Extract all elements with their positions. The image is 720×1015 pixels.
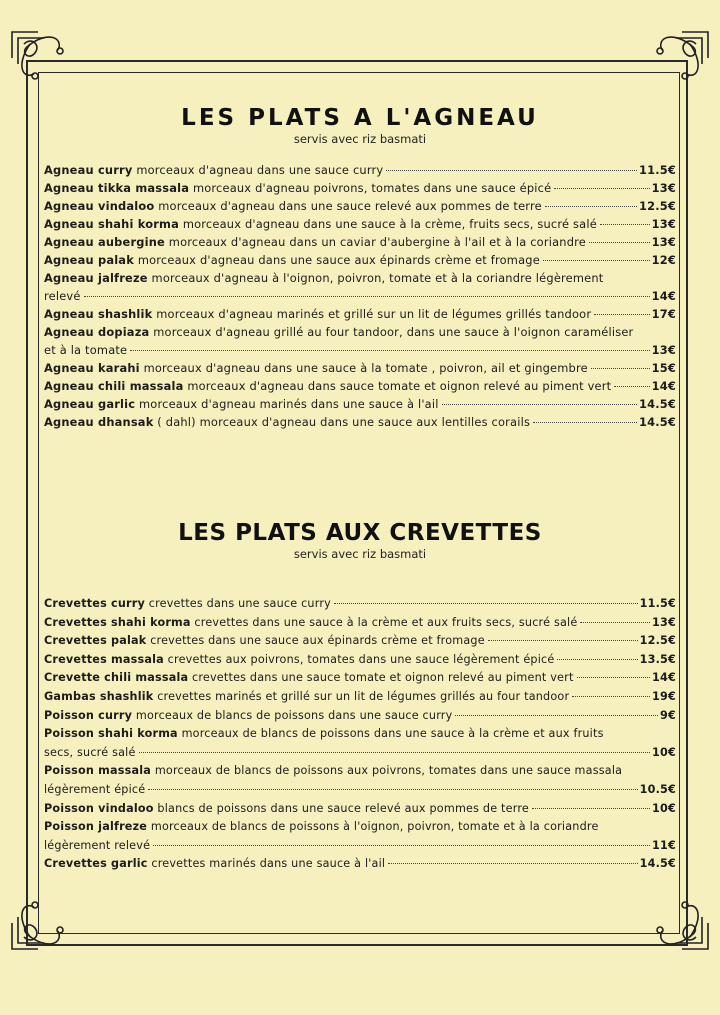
dish-name: Agneau palak xyxy=(44,253,134,267)
shrimp-section xyxy=(44,520,676,874)
dish-description: crevettes dans une sauce à la crème et aux fruits secs, sucré salé xyxy=(194,615,578,629)
dish-price: 14€ xyxy=(651,289,676,303)
corner-ornament-icon xyxy=(8,24,72,88)
dish-name: Agneau vindaloo xyxy=(44,199,155,213)
dot-leader xyxy=(84,296,650,297)
dot-leader xyxy=(386,170,637,171)
menu-item xyxy=(44,359,676,377)
dot-leader xyxy=(543,260,650,261)
dish-price: 11.5€ xyxy=(638,163,676,177)
dish-line xyxy=(44,305,676,323)
dot-leader xyxy=(594,314,649,315)
dot-leader xyxy=(488,640,638,641)
menu-item xyxy=(44,197,676,215)
dish-text xyxy=(44,197,542,215)
dish-text xyxy=(44,395,439,413)
dish-text xyxy=(44,614,577,633)
dish-line xyxy=(44,161,676,179)
dish-description: morceaux d'agneau dans une sauce relevé aux pommes de terre xyxy=(158,199,542,213)
menu-item xyxy=(44,818,676,855)
dish-text xyxy=(44,595,331,614)
dot-leader xyxy=(554,188,649,189)
menu-item xyxy=(44,413,676,431)
dish-text xyxy=(44,359,588,377)
dish-description: morceaux d'agneau dans une sauce à la crème, fruits secs, sucré salé xyxy=(182,217,597,231)
dish-line xyxy=(44,197,676,215)
dish-line xyxy=(44,377,676,395)
dish-price: 11.5€ xyxy=(639,597,676,610)
dot-leader xyxy=(455,715,658,716)
dish-text xyxy=(44,669,574,688)
menu-item xyxy=(44,688,676,707)
dish-price: 10.5€ xyxy=(639,782,676,796)
dish-description: crevettes dans une sauce curry xyxy=(148,597,331,610)
menu-item xyxy=(44,395,676,413)
dish-line xyxy=(44,359,676,377)
dish-name: Poisson jalfreze xyxy=(44,820,148,834)
dish-name: Crevettes palak xyxy=(44,634,147,648)
dish-name: Poisson massala xyxy=(44,764,152,778)
menu-item xyxy=(44,632,676,651)
dot-leader xyxy=(533,422,637,423)
dish-description-cont: légèrement relevé xyxy=(44,838,151,852)
dot-leader xyxy=(572,696,650,697)
dot-leader xyxy=(139,752,651,753)
dish-name: Agneau jalfreze xyxy=(44,271,148,285)
dish-line xyxy=(44,413,676,431)
dish-name: Poisson vindaloo xyxy=(44,801,154,815)
dish-line xyxy=(44,269,676,287)
dish-description: crevettes marinés dans une sauce à l'ail xyxy=(151,857,386,871)
menu-item xyxy=(44,233,676,251)
dish-description: morceaux d'agneau marinés et grillé sur un lit de légumes grillés tandoor xyxy=(156,307,592,321)
dish-price: 14€ xyxy=(651,379,676,393)
dish-name: Agneau aubergine xyxy=(44,235,165,249)
menu-item xyxy=(44,725,676,762)
dot-leader xyxy=(589,242,650,243)
lamb-section-title: LES PLATS A L'AGNEAU xyxy=(181,105,539,131)
dish-price: 13€ xyxy=(651,181,676,195)
dish-line xyxy=(44,688,676,707)
dish-description: morceaux d'agneau à l'oignon, poivron, tomate et à la coriandre légèrement xyxy=(151,271,604,285)
dish-description: morceaux d'agneau dans une sauce aux épinards crème et fromage xyxy=(137,253,540,267)
dish-name: Agneau karahi xyxy=(44,361,140,375)
dish-text xyxy=(44,855,385,874)
dish-name: Agneau garlic xyxy=(44,397,136,411)
dish-line xyxy=(44,837,676,856)
dish-line xyxy=(44,632,676,651)
lamb-menu-list xyxy=(44,161,676,431)
dish-name: Agneau curry xyxy=(44,163,133,177)
dish-text xyxy=(44,161,383,179)
dish-price: 19€ xyxy=(652,689,676,703)
dish-name: Agneau tikka massala xyxy=(44,181,190,195)
dish-text xyxy=(44,233,586,251)
dot-leader xyxy=(545,206,637,207)
dish-name: Agneau chili massala xyxy=(44,379,184,393)
dish-price: 13€ xyxy=(652,615,676,629)
dish-description: morceaux de blancs de poissons dans une sauce à la crème et aux fruits xyxy=(181,727,604,741)
dish-line xyxy=(44,855,676,874)
menu-item xyxy=(44,305,676,323)
dish-description: crevettes dans une sauce aux épinards crème et fromage xyxy=(150,634,485,648)
shrimp-menu-list xyxy=(44,595,676,874)
dish-line xyxy=(44,287,676,305)
menu-item xyxy=(44,595,676,614)
dish-line xyxy=(44,762,676,781)
dot-leader xyxy=(148,789,637,790)
corner-ornament-icon xyxy=(648,24,712,88)
dish-text xyxy=(44,215,597,233)
dish-line xyxy=(44,251,676,269)
dish-line xyxy=(44,395,676,413)
menu-item xyxy=(44,377,676,395)
menu-item xyxy=(44,669,676,688)
dish-price: 13€ xyxy=(651,217,676,231)
dish-text xyxy=(44,377,611,395)
dish-name: Poisson shahi korma xyxy=(44,727,178,741)
dish-price: 11€ xyxy=(652,838,676,852)
dish-text xyxy=(44,651,554,670)
dish-line xyxy=(44,614,676,633)
dish-text xyxy=(44,707,452,726)
dish-name: Agneau shahi korma xyxy=(44,217,179,231)
dot-leader xyxy=(591,368,650,369)
lamb-section-subtitle: servis avec riz basmati xyxy=(293,132,427,146)
dish-name: Agneau dhansak xyxy=(44,415,154,429)
dish-description-cont: secs, sucré salé xyxy=(44,745,136,759)
dot-leader xyxy=(557,659,637,660)
dish-description: morceaux d'agneau dans un caviar d'aubergine à l'ail et à la coriandre xyxy=(168,235,586,249)
dish-description: morceaux de blancs de poissons aux poivrons, tomates dans une sauce massala xyxy=(154,764,623,778)
dish-price: 14.5€ xyxy=(638,397,676,411)
dish-line xyxy=(44,800,676,819)
dish-description-cont: légèrement épicé xyxy=(44,782,146,796)
dish-price: 10€ xyxy=(652,801,676,815)
dish-description: morceaux d'agneau grillé au four tandoor, dans une sauce à l'oignon caraméliser xyxy=(153,325,634,339)
dish-line xyxy=(44,781,676,800)
dish-price: 10€ xyxy=(652,745,676,759)
dish-line xyxy=(44,215,676,233)
dish-text xyxy=(44,688,569,707)
dish-description: morceaux d'agneau dans une sauce à la tomate , poivron, ail et gingembre xyxy=(143,361,588,375)
menu-item xyxy=(44,251,676,269)
dish-name: Crevettes curry xyxy=(44,597,145,610)
dish-price: 12€ xyxy=(651,253,676,267)
dish-description-cont: relevé xyxy=(44,289,81,303)
dot-leader xyxy=(388,863,637,864)
dot-leader xyxy=(130,350,649,351)
dot-leader xyxy=(334,603,638,604)
dot-leader xyxy=(153,845,650,846)
dish-line xyxy=(44,818,676,837)
dish-line xyxy=(44,595,676,614)
dot-leader xyxy=(442,404,637,405)
menu-item xyxy=(44,215,676,233)
menu-item xyxy=(44,179,676,197)
dish-name: Poisson curry xyxy=(44,708,133,722)
dot-leader xyxy=(580,622,650,623)
menu-item xyxy=(44,323,676,359)
dot-leader xyxy=(532,808,650,809)
menu-item xyxy=(44,762,676,799)
corner-ornament-icon xyxy=(8,893,72,957)
dish-line xyxy=(44,744,676,763)
dish-price: 14.5€ xyxy=(638,415,676,429)
dish-line xyxy=(44,341,676,359)
dish-price: 12.5€ xyxy=(638,199,676,213)
dish-description: ( dahl) morceaux d'agneau dans une sauce aux lentilles corails xyxy=(157,415,531,429)
dish-text xyxy=(44,800,529,819)
dish-name: Crevettes massala xyxy=(44,652,164,666)
menu-item xyxy=(44,269,676,305)
menu-item xyxy=(44,707,676,726)
dish-name: Crevette chili massala xyxy=(44,671,189,685)
dish-line xyxy=(44,669,676,688)
dish-description: morceaux d'agneau marinés dans une sauce à l'ail xyxy=(139,397,439,411)
dot-leader xyxy=(600,224,650,225)
dish-description: morceaux d'agneau poivrons, tomates dans une sauce épicé xyxy=(192,181,552,195)
dish-price: 13.5€ xyxy=(639,652,676,666)
dish-description: crevettes dans une sauce tomate et oignon relevé au piment vert xyxy=(192,671,574,685)
menu-item xyxy=(44,855,676,874)
shrimp-section-subtitle: servis avec riz basmati xyxy=(293,547,427,561)
dot-leader xyxy=(614,386,649,387)
shrimp-section-title: LES PLATS AUX CREVETTES xyxy=(178,520,542,546)
dish-text xyxy=(44,413,530,431)
dish-price: 13€ xyxy=(651,343,676,357)
dish-line xyxy=(44,725,676,744)
menu-item xyxy=(44,161,676,179)
dish-price: 15€ xyxy=(651,361,676,375)
dish-description: morceaux d'agneau dans une sauce curry xyxy=(136,163,384,177)
dish-description: morceaux de blancs de poissons à l'oignon, poivron, tomate et à la coriandre xyxy=(150,820,599,834)
dish-price: 14€ xyxy=(652,671,676,685)
dish-name: Gambas shashlik xyxy=(44,689,154,703)
dish-text xyxy=(44,632,485,651)
dish-price: 14.5€ xyxy=(639,857,676,871)
dish-text xyxy=(44,179,551,197)
menu-item xyxy=(44,651,676,670)
dish-description: blancs de poissons dans une sauce relevé aux pommes de terre xyxy=(157,801,529,815)
dish-line xyxy=(44,651,676,670)
dish-name: Agneau shashlik xyxy=(44,307,153,321)
dish-price: 9€ xyxy=(660,708,676,722)
dot-leader xyxy=(577,677,651,678)
dish-description: crevettes aux poivrons, tomates dans une sauce légèrement épicé xyxy=(167,652,555,666)
dish-text xyxy=(44,251,540,269)
dish-name: Crevettes garlic xyxy=(44,857,148,871)
dish-description-cont: et à la tomate xyxy=(44,343,128,357)
dish-name: Agneau dopiaza xyxy=(44,325,150,339)
dish-line xyxy=(44,179,676,197)
dish-name: Crevettes shahi korma xyxy=(44,615,191,629)
corner-ornament-icon xyxy=(648,893,712,957)
dish-price: 17€ xyxy=(651,307,676,321)
dish-description: crevettes marinés et grillé sur un lit de légumes grillés au four tandoor xyxy=(157,689,570,703)
menu-item xyxy=(44,614,676,633)
dish-price: 13€ xyxy=(651,235,676,249)
dish-text xyxy=(44,305,591,323)
dish-line xyxy=(44,707,676,726)
dish-line xyxy=(44,233,676,251)
dish-description: morceaux d'agneau dans sauce tomate et oignon relevé au piment vert xyxy=(187,379,612,393)
dish-price: 12.5€ xyxy=(639,634,676,648)
menu-item xyxy=(44,800,676,819)
dish-description: morceaux de blancs de poissons dans une sauce curry xyxy=(135,708,453,722)
dish-line xyxy=(44,323,676,341)
lamb-section xyxy=(44,105,676,431)
